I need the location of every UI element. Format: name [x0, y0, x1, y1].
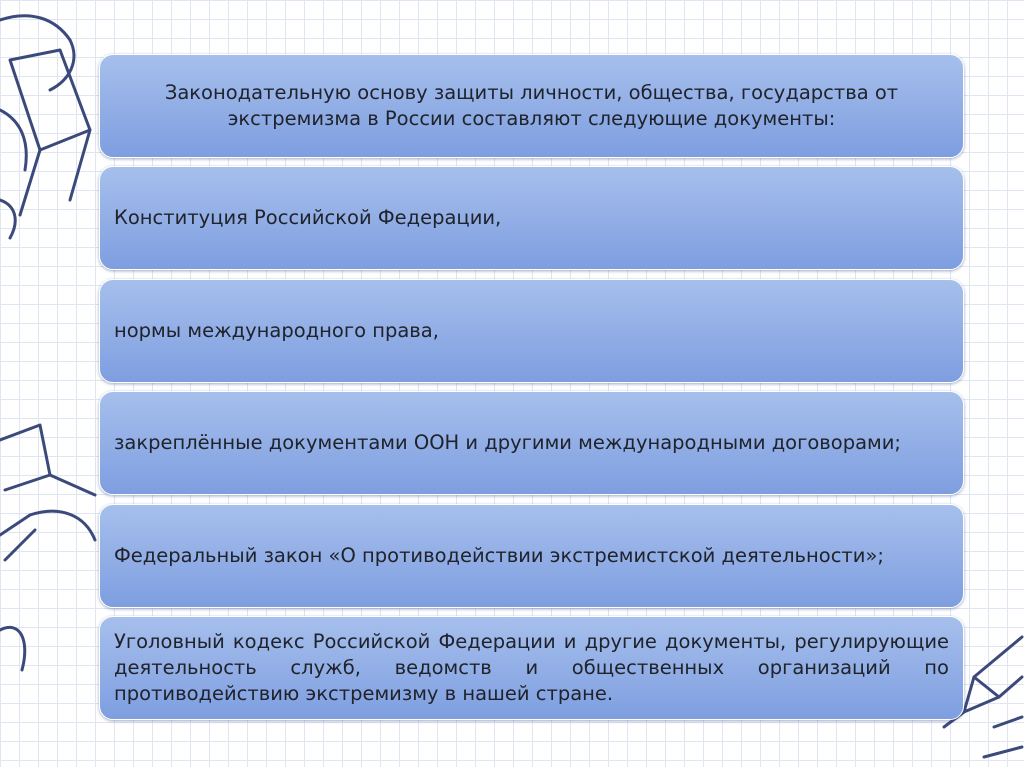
document-item-text: Федеральный закон «О противодействии экстремистской деятельности»;: [114, 544, 884, 567]
document-item-international-law: [99, 279, 964, 383]
document-item-text: Уголовный кодекс Российской Федерации и другие документы, регулирующие деятельность служб, ведомств и общественных организаций по противодействию экстремизму в нашей стране.: [114, 630, 949, 705]
document-item-text: нормы международного права,: [114, 319, 439, 342]
document-item-un-treaties: [99, 391, 964, 495]
document-item-federal-law: [99, 504, 964, 608]
document-item-text: закреплённые документами ООН и другими международными договорами;: [114, 431, 901, 454]
heading-text: Законодательную основу защиты личности, общества, государства от экстремизма в России составляют следующие документы:: [164, 81, 899, 130]
heading-box: [99, 54, 964, 158]
document-item-constitution: [99, 166, 964, 270]
brush-sketch-icon: [0, 420, 100, 680]
document-item-text: Конституция Российской Федерации,: [114, 206, 502, 229]
document-item-criminal-code: [99, 616, 964, 720]
pen-sketch-icon: [0, 0, 110, 240]
